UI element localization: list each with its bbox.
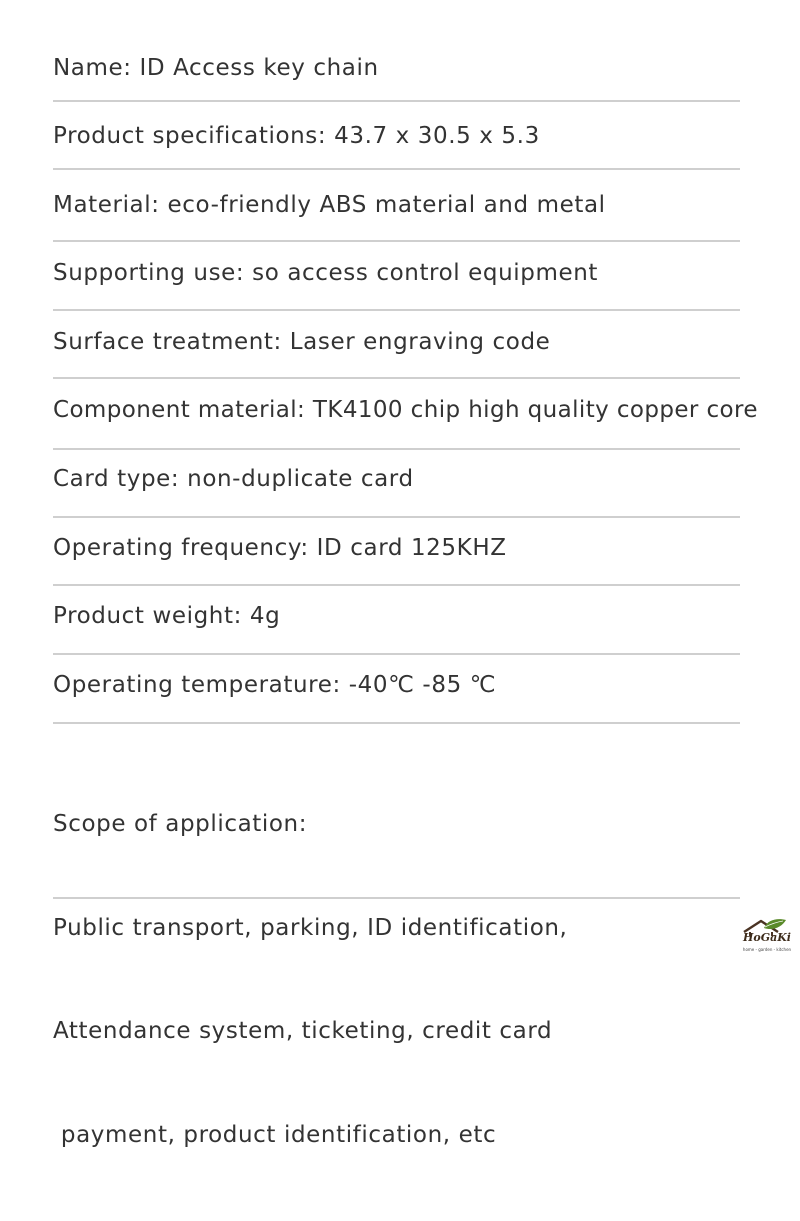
scope-line: Scope of application: (53, 811, 308, 837)
divider (53, 448, 740, 450)
divider (53, 240, 740, 242)
scope-line: Public transport, parking, ID identification, (53, 914, 568, 941)
spec-text: Supporting use: so access control equipment (53, 260, 599, 286)
divider (53, 516, 740, 518)
divider (53, 100, 740, 102)
scope-of-application (53, 738, 567, 1221)
divider (53, 653, 740, 655)
spec-text: Product weight: 4g (53, 603, 281, 629)
scope-line: Attendance system, ticketing, credit card (53, 1018, 553, 1044)
divider (53, 722, 740, 724)
spec-text: Operating frequency: ID card 125KHZ (53, 535, 507, 561)
divider (53, 168, 740, 170)
spec-text: Material: eco-friendly ABS material and metal (53, 192, 606, 218)
spec-text: Surface treatment: Laser engraving code (53, 329, 551, 355)
scope-line: payment, product identification, etc (53, 1121, 497, 1148)
divider (53, 377, 740, 379)
divider (53, 584, 740, 586)
divider (53, 897, 740, 899)
spec-text: Component material: TK4100 chip high quality copper core (53, 397, 758, 423)
spec-text: Name: ID Access key chain (53, 55, 379, 81)
brand-logo (738, 917, 796, 959)
spec-text: Product specifications: 43.7 x 30.5 x 5.3 (53, 123, 540, 149)
logo-tagline: home - garden - kitchen (742, 947, 792, 952)
spec-text: Card type: non-duplicate card (53, 466, 414, 492)
spec-text: Operating temperature: -40℃ -85 ℃ (53, 672, 497, 698)
logo-wordmark: HoGaKi (743, 931, 791, 944)
divider (53, 309, 740, 311)
